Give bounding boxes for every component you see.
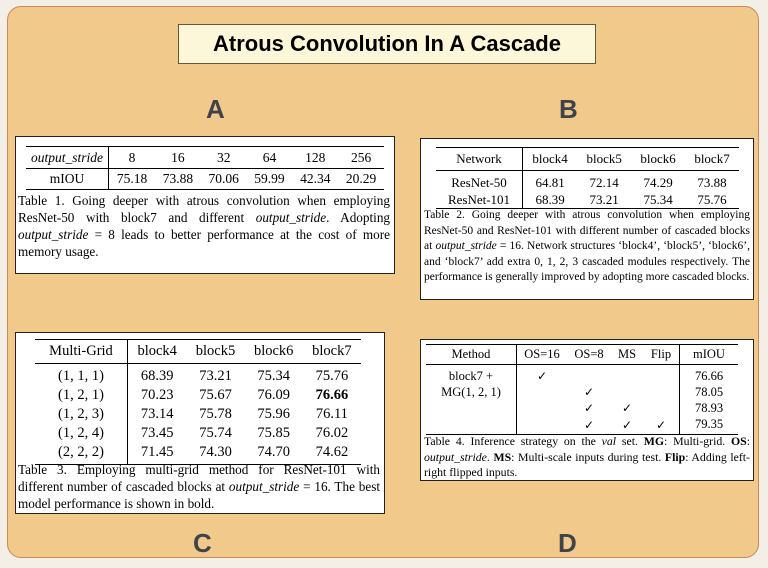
table4-miou-cell: 78.93 [694, 400, 724, 415]
table2-cell: 72.14 [589, 174, 619, 190]
table3-cell: 68.39 [140, 368, 174, 384]
table2-cell: ResNet-50 [436, 171, 523, 192]
table2-cell: 68.39 [535, 191, 565, 207]
caption-text: = 16. The best model performance is shown in bold. [18, 479, 380, 511]
table2-cell: 75.34 [643, 191, 673, 207]
table1 [26, 146, 384, 190]
table2-cell: 74.29 [643, 174, 673, 190]
poster-title [178, 24, 596, 64]
table4-header-cell: mIOU [693, 347, 725, 361]
table4-empty-cell [611, 384, 643, 400]
caption-text: = 8 leads to better performance at the cost of more memory usage. [18, 227, 390, 259]
table1-header-cell: output_stride [26, 147, 109, 169]
caption-text: Table 1. Going deeper with atrous convolution when employing ResNet-50 with block7 and different [18, 193, 390, 225]
table2 [436, 147, 739, 209]
table3-cell: 75.96 [257, 406, 291, 422]
table4-header-cell: MS [617, 347, 637, 361]
table4-miou-cell: 78.05 [694, 384, 724, 399]
caption-text: . Adopting [326, 210, 391, 225]
table3-cell: 75.67 [199, 387, 232, 403]
table3-header-cell: Multi-Grid [35, 340, 128, 364]
table2-cell: ResNet-101 [436, 191, 523, 209]
table3-header-row [35, 340, 361, 364]
caption-italic-text: output_stride [18, 227, 89, 242]
table1-caption [18, 192, 390, 260]
table3-cell: 76.11 [315, 406, 348, 422]
check-icon: ✓ [583, 385, 595, 399]
table3-cell: 75.85 [257, 425, 291, 441]
table4 [426, 344, 738, 435]
poster-title-text: Atrous Convolution In A Cascade [213, 31, 561, 56]
table4-method-cell [426, 416, 517, 435]
table4-row [426, 384, 738, 400]
caption-text: = 16. Network structures ‘block4’, ‘block5’, ‘block6’, and ‘block7’ add extra 0, 1, 2, 3 cascaded modules respectively. The performance is generally improved by adopting more cascaded blocks. [424, 240, 750, 284]
table4-empty-cell [517, 400, 568, 416]
caption-bold-text: MG [643, 434, 665, 448]
caption-text: Table 4. Inference strategy on the [424, 434, 602, 448]
caption-text: : Multi-scale inputs during test. [511, 449, 665, 464]
table1-header-cell: 64 [262, 149, 277, 165]
check-icon: ✓ [536, 369, 548, 383]
table2-cell: 73.21 [589, 191, 619, 207]
table4-caption [424, 434, 750, 481]
table1-cell: 59.99 [254, 171, 285, 186]
caption-italic-text: output_stride [255, 210, 327, 225]
table4-panel [420, 339, 754, 481]
table4-empty-cell [643, 384, 680, 400]
table4-method-cell: MG(1, 2, 1) [426, 384, 517, 400]
table1-cell: 20.29 [345, 171, 377, 186]
table1-cell: 73.88 [162, 171, 194, 186]
table3-header-cell: block6 [253, 343, 294, 359]
caption-text: Table 3. Employing multi-grid method for ResNet-101 with different number of cascaded blocks at [18, 462, 380, 494]
table4-empty-cell [643, 365, 680, 385]
table4-row [426, 400, 738, 416]
table2-row [436, 171, 739, 192]
table4-header-cell: OS=16 [524, 347, 560, 361]
table1-cell: mIOU [26, 169, 109, 190]
table3-cell: 73.14 [140, 406, 174, 422]
table2-cell: 73.88 [697, 174, 727, 190]
check-icon: ✓ [621, 418, 633, 432]
table2-caption [424, 208, 750, 286]
caption-bold-text: MS [493, 449, 512, 464]
panel-label-c: C [193, 528, 212, 558]
table3-header-cell: block5 [195, 343, 236, 359]
check-icon: ✓ [621, 401, 633, 415]
table3-cell: (1, 2, 4) [35, 424, 128, 443]
table3-cell: 73.45 [140, 425, 174, 441]
table4-header-row [426, 345, 738, 365]
table3-cell: 75.76 [315, 368, 349, 384]
table1-panel [15, 136, 395, 274]
table3-row [35, 364, 361, 387]
table4-row [426, 416, 738, 435]
table1-header-cell: 32 [216, 149, 231, 165]
table3-cell: (2, 2, 2) [35, 443, 128, 465]
table3-cell: 73.21 [199, 368, 232, 384]
table3-panel [15, 332, 385, 514]
table4-header-cell: OS=8 [574, 347, 604, 361]
table3-cell: 71.45 [140, 444, 174, 460]
check-icon: ✓ [583, 418, 595, 432]
table3-caption [18, 461, 380, 512]
table1-header-row [26, 147, 384, 169]
table4-method-cell [426, 400, 517, 416]
table1-header-cell: 16 [171, 149, 185, 165]
check-icon: ✓ [583, 401, 595, 415]
panel-label-a: A [206, 94, 225, 124]
caption-italic-text: output_stride [435, 240, 497, 253]
table2-cell: 64.81 [535, 174, 565, 190]
caption-italic-text: val [601, 434, 617, 448]
panel-label-d: D [558, 528, 577, 558]
table1-header-cell: 8 [128, 149, 136, 165]
table2-cell: 75.76 [697, 191, 727, 207]
caption-text: set. [616, 434, 644, 448]
table3-cell: 75.74 [199, 425, 232, 441]
caption-bold-text: OS [730, 434, 747, 448]
table3-cell: 74.30 [199, 444, 232, 460]
table1-header-cell: 128 [305, 149, 326, 165]
table1-cell: 75.18 [116, 171, 148, 186]
table4-empty-cell [567, 365, 611, 385]
table3-cell: (1, 2, 3) [35, 405, 128, 424]
table3-row [35, 424, 361, 443]
caption-text: . [486, 449, 494, 464]
panel-label-b: B [559, 94, 578, 124]
caption-bold-text: Flip [664, 449, 686, 464]
table4-empty-cell [611, 365, 643, 385]
table4-empty-cell [643, 400, 680, 416]
table2-header-cell: block4 [532, 151, 568, 166]
table1-header-cell: 256 [350, 149, 372, 165]
caption-italic-text: output_stride [228, 479, 300, 494]
table4-header-cell: Method [426, 345, 517, 365]
table1-cell: 42.34 [300, 171, 331, 186]
table4-miou-cell: 79.35 [694, 416, 724, 431]
table3-header-cell: block7 [312, 343, 352, 359]
table2-header-cell: Network [436, 148, 523, 171]
table3-cell: 75.78 [199, 406, 232, 422]
table2-row [436, 191, 739, 209]
caption-text: : Adding left-right flipped inputs. [424, 449, 750, 479]
table3 [35, 339, 361, 465]
table3-cell: 74.70 [257, 444, 291, 460]
table2-header-cell: block5 [586, 151, 622, 166]
check-icon: ✓ [643, 416, 680, 435]
table3-cell-best: 76.66 [315, 387, 349, 403]
caption-text: : [746, 434, 751, 448]
table3-cell: 75.34 [257, 368, 291, 384]
caption-text: : Multi-grid. [664, 434, 731, 448]
table4-empty-cell [517, 384, 568, 400]
table3-header-cell: block4 [137, 343, 177, 359]
table3-cell: (1, 1, 1) [35, 364, 128, 387]
caption-text: Table 2. Going deeper with atrous convolution when employing ResNet-50 and ResNet-101 with different number of cascaded blocks at [424, 209, 750, 253]
table3-row [35, 386, 361, 405]
table1-cell: 70.06 [208, 171, 239, 186]
table3-row [35, 405, 361, 424]
table2-panel [420, 138, 754, 300]
table2-header-row [436, 148, 739, 171]
table3-cell: 74.62 [315, 444, 349, 460]
table3-cell: (1, 2, 1) [35, 386, 128, 405]
table2-header-cell: block7 [694, 151, 730, 166]
table4-row [426, 365, 738, 385]
table4-empty-cell [517, 416, 568, 435]
table3-cell: 76.02 [315, 425, 349, 441]
table4-method-cell: block7 + [426, 365, 517, 385]
table4-header-cell: Flip [643, 345, 680, 365]
table3-cell: 70.23 [140, 387, 174, 403]
table4-miou-cell: 76.66 [694, 368, 724, 383]
table1-data-row [26, 169, 384, 190]
caption-italic-text: output_stride [424, 449, 487, 464]
table2-header-cell: block6 [640, 151, 676, 166]
table3-cell: 76.09 [257, 387, 291, 403]
